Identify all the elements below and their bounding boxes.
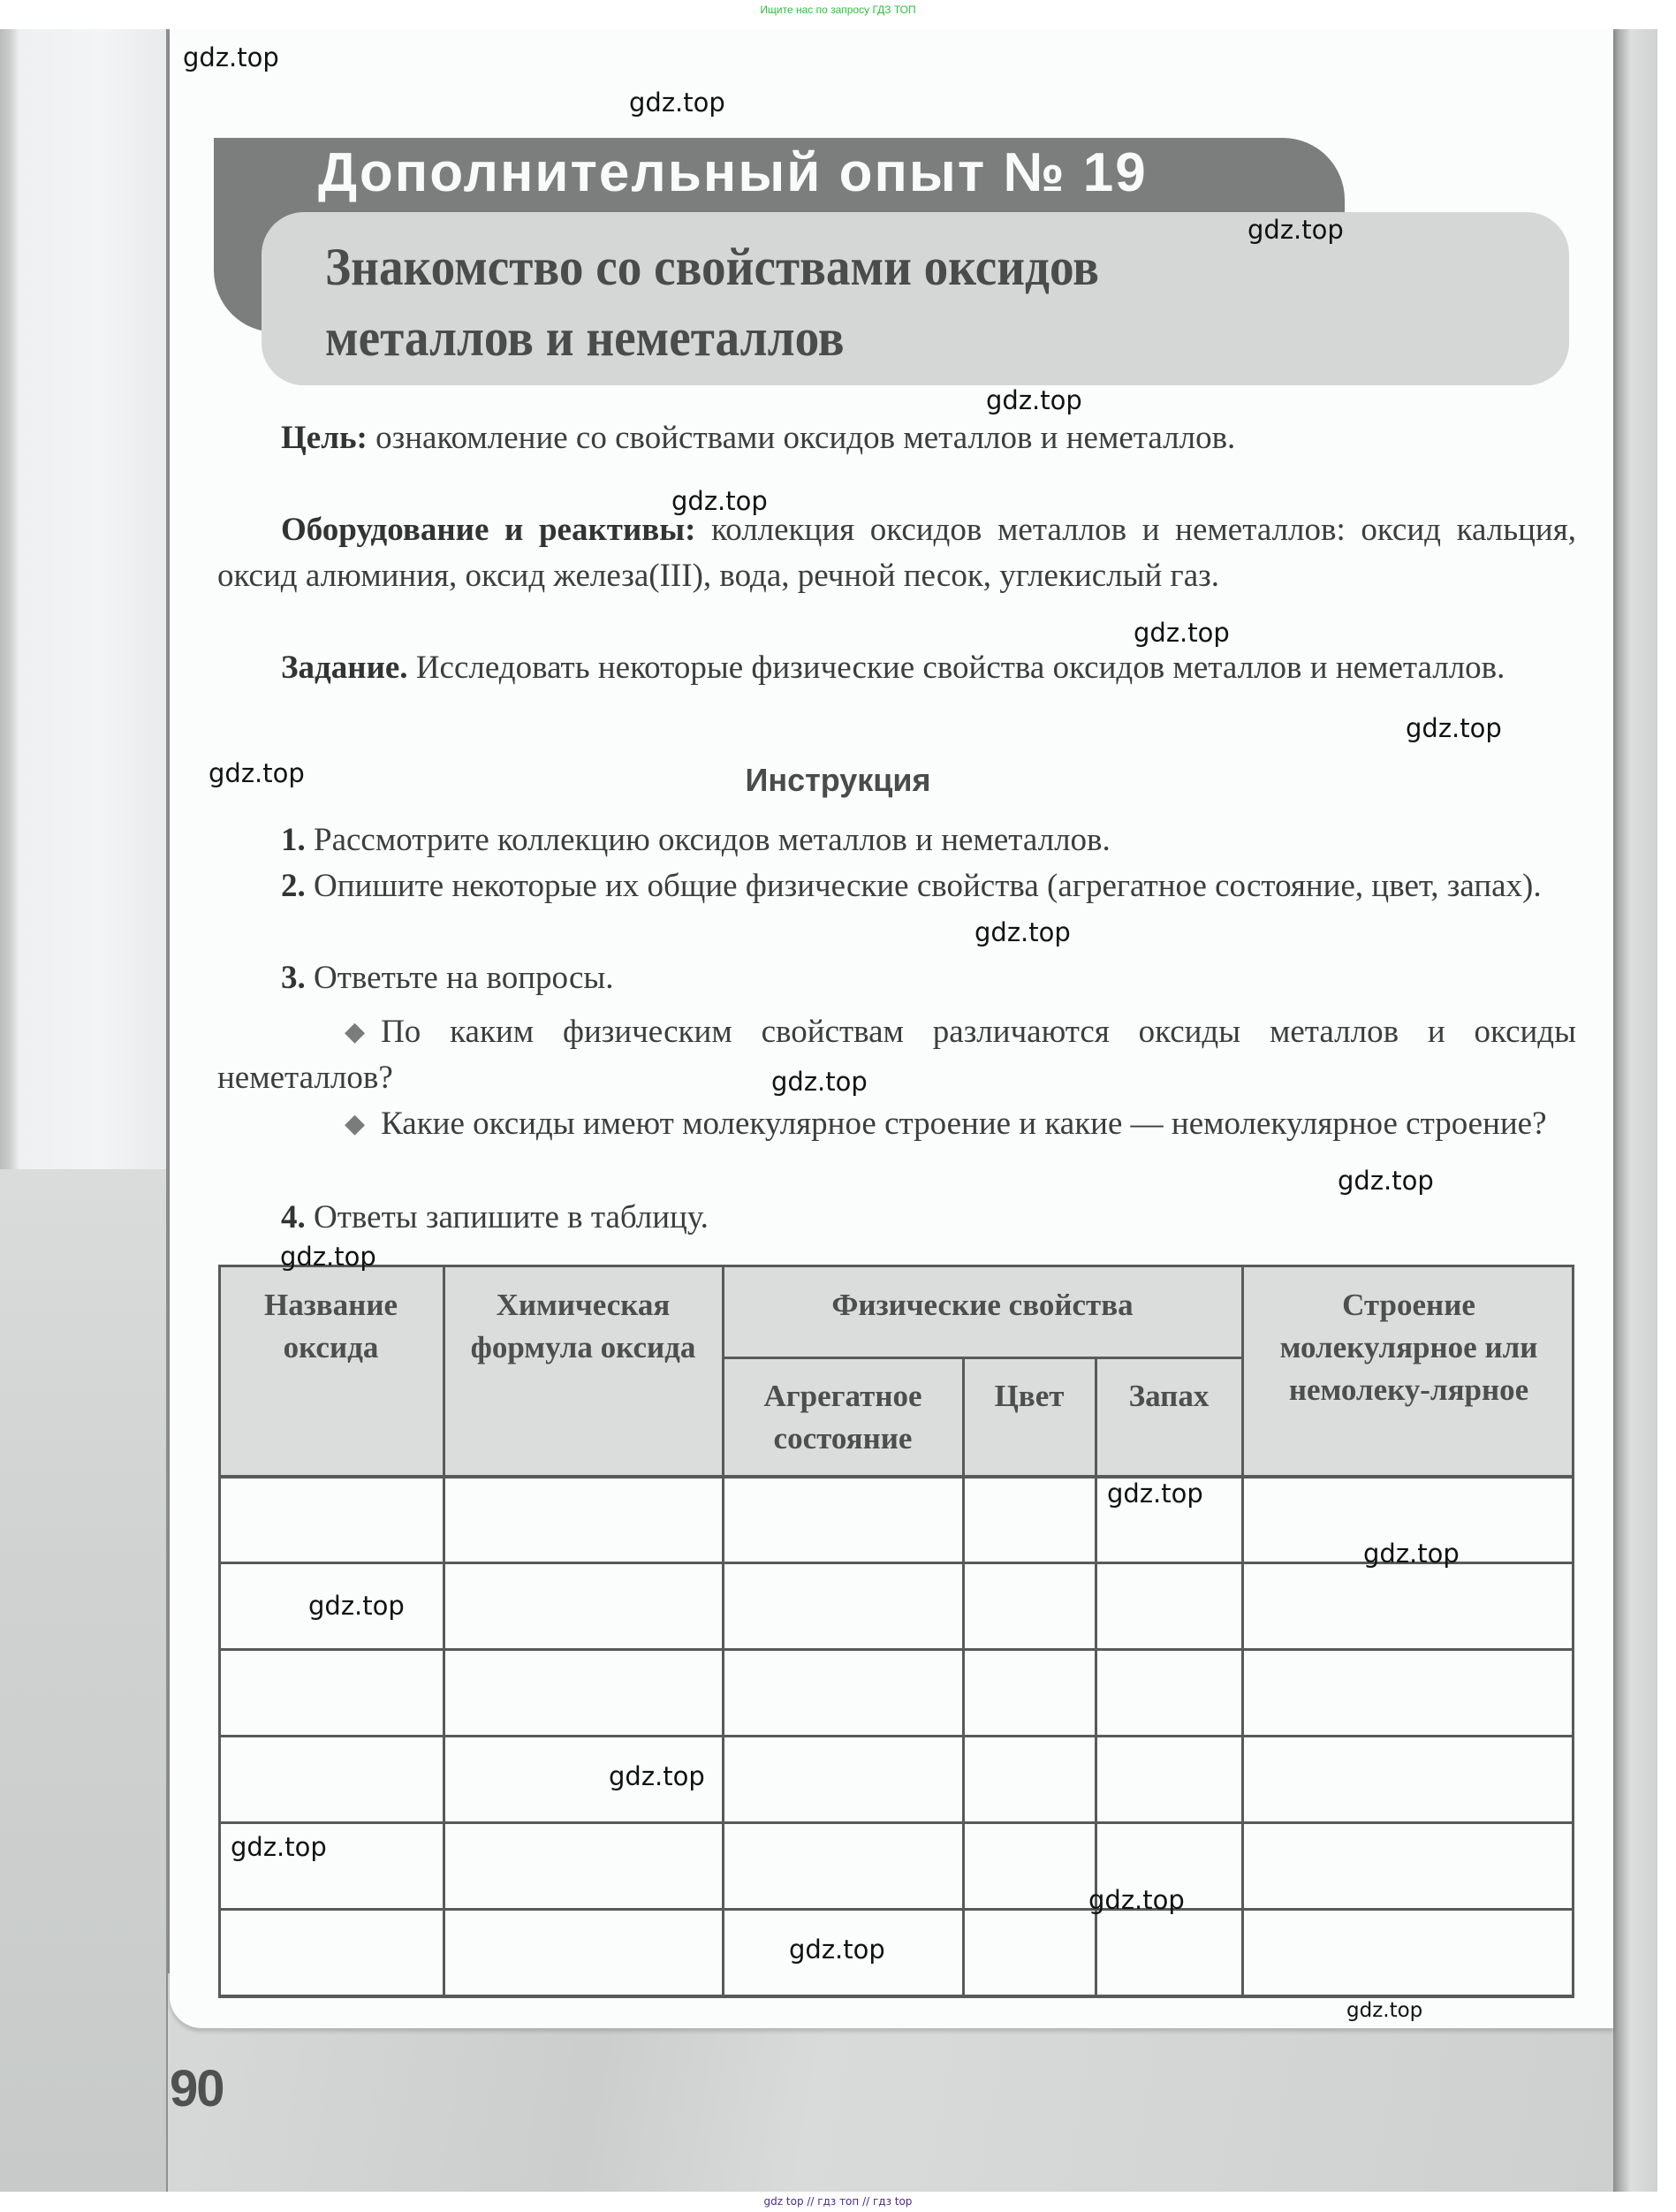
- watermark: gdz.top: [231, 1832, 327, 1862]
- table-cell[interactable]: [445, 1477, 722, 1563]
- watermark: gdz.top: [183, 42, 279, 72]
- watermark: gdz.top: [986, 385, 1082, 415]
- watermark: gdz.top: [280, 1242, 376, 1272]
- step-text: Опишите некоторые их общие физические свойства (агрегатное состояние, цвет, запах).: [305, 868, 1542, 904]
- watermark: gdz.top: [629, 87, 725, 118]
- header-color: Цвет: [994, 1379, 1065, 1413]
- instruction-step-2: [217, 863, 1576, 909]
- results-table: [218, 1265, 1574, 1996]
- watermark: gdz.top: [1406, 713, 1502, 743]
- header-chemical-formula: Химическая формула оксида: [470, 1288, 696, 1364]
- column-divider: [1241, 1265, 1244, 1997]
- table-cell[interactable]: [221, 1910, 443, 1996]
- binding-edge: [1613, 29, 1657, 2192]
- watermark: gdz.top: [1338, 1166, 1434, 1196]
- column-divider: [722, 1265, 724, 1997]
- watermark: gdz.top: [1088, 1885, 1185, 1915]
- watermark: gdz.top: [1134, 618, 1230, 648]
- table-cell[interactable]: [965, 1650, 1095, 1737]
- table-cell[interactable]: [445, 1823, 722, 1910]
- row-divider: [218, 1908, 1574, 1911]
- question-1: [217, 1009, 1576, 1101]
- table-cell[interactable]: [1244, 1823, 1572, 1910]
- equipment-label: Оборудование и реактивы:: [281, 512, 696, 548]
- table-border-top: [218, 1265, 1574, 1267]
- table-cell[interactable]: [1097, 1910, 1241, 1996]
- header-divider: [218, 1475, 1574, 1478]
- table-cell[interactable]: [221, 1650, 443, 1737]
- step-text: Рассмотрите коллекцию оксидов металлов и неметаллов.: [305, 822, 1111, 858]
- table-cell[interactable]: [1244, 1563, 1572, 1650]
- task-paragraph: [217, 645, 1576, 691]
- watermark: gdz.top: [789, 1935, 885, 1965]
- task-label: Задание.: [281, 650, 408, 686]
- goal-paragraph: [217, 415, 1576, 461]
- table-cell[interactable]: [445, 1650, 722, 1737]
- table-cell[interactable]: [724, 1563, 962, 1650]
- footer-caption: gdz top // гдз топ // гдз top: [763, 2195, 913, 2208]
- table-cell[interactable]: [1244, 1650, 1572, 1737]
- watermark: gdz.top: [1107, 1478, 1203, 1509]
- table-cell[interactable]: [965, 1477, 1095, 1563]
- column-divider: [443, 1265, 445, 1997]
- row-divider: [218, 1821, 1574, 1824]
- top-search-caption: Ищите нас по запросу ГДЗ ТОП: [760, 4, 916, 16]
- instructions-heading: Инструкция: [745, 762, 931, 798]
- table-cell[interactable]: [445, 1910, 722, 1996]
- row-divider: [218, 1648, 1574, 1651]
- table-row: [218, 1737, 1574, 1823]
- header-aggregate-state: Агрегатное состояние: [763, 1379, 922, 1456]
- table-cell[interactable]: [965, 1910, 1095, 1996]
- table-cell[interactable]: [724, 1477, 962, 1563]
- equipment-paragraph: [217, 507, 1576, 599]
- experiment-title: Дополнительный опыт № 19: [318, 142, 1148, 203]
- table-cell[interactable]: [965, 1737, 1095, 1823]
- table-row: [218, 1910, 1574, 1996]
- diamond-bullet-icon: ◆: [345, 1109, 366, 1138]
- instruction-step-3: [217, 955, 1576, 1001]
- table-row: [218, 1823, 1574, 1910]
- table-cell[interactable]: [1244, 1737, 1572, 1823]
- table-cell[interactable]: [445, 1563, 722, 1650]
- table-cell[interactable]: [965, 1563, 1095, 1650]
- experiment-subtitle: [325, 232, 1099, 373]
- table-cell[interactable]: [1244, 1910, 1572, 1996]
- table-cell[interactable]: [724, 1823, 962, 1910]
- question-text: По каким физическим свойствам различаются оксиды металлов и оксиды неметаллов?: [217, 1014, 1576, 1096]
- step-text: Ответьте на вопросы.: [305, 960, 614, 996]
- watermark: gdz.top: [209, 758, 305, 788]
- step-number: 3.: [281, 960, 306, 996]
- column-divider: [962, 1357, 965, 1997]
- watermark: gdz.top: [771, 1067, 868, 1097]
- watermark: gdz.top: [609, 1761, 705, 1791]
- step-number: 2.: [281, 868, 306, 904]
- watermark: gdz.top: [975, 917, 1071, 947]
- subtitle-line-2: металлов и неметаллов: [325, 308, 845, 367]
- table-cell[interactable]: [1097, 1737, 1241, 1823]
- goal-text: ознакомление со свойствами оксидов металлов и неметаллов.: [367, 420, 1236, 456]
- step-text: Ответы запишите в таблицу.: [305, 1199, 709, 1235]
- header-oxide-name: Название оксида: [263, 1288, 398, 1364]
- diamond-bullet-icon: ◆: [345, 1017, 366, 1046]
- question-text: Какие оксиды имеют молекулярное строение и какие — немолекулярное строение?: [381, 1106, 1547, 1142]
- goal-label: Цель:: [281, 420, 368, 456]
- equipment-text: коллекция оксидов металлов и неметаллов: оксид кальция, оксид алюминия, оксид железа(III), вода, речной песок, углекислый газ.: [217, 512, 1576, 594]
- table-cell[interactable]: [221, 1737, 443, 1823]
- task-text: Исследовать некоторые физические свойства оксидов металлов и неметаллов.: [407, 650, 1505, 686]
- page-number: 90: [170, 2060, 224, 2117]
- table-cell[interactable]: [1097, 1563, 1241, 1650]
- header-structure: Строение молекулярное или немолеку-лярное: [1279, 1288, 1538, 1407]
- table-cell[interactable]: [724, 1737, 962, 1823]
- step-number: 1.: [281, 822, 306, 858]
- instruction-step-4: [217, 1195, 1576, 1241]
- subheader-divider: [723, 1357, 1242, 1359]
- watermark: gdz.top: [671, 486, 768, 516]
- table-cell[interactable]: [965, 1823, 1095, 1910]
- table-border-bottom: [218, 1995, 1574, 1998]
- table-border-left: [218, 1265, 221, 1997]
- watermark: gdz.top: [1363, 1539, 1460, 1569]
- table-cell[interactable]: [724, 1650, 962, 1737]
- watermark: gdz.top: [1248, 215, 1344, 245]
- header-physical-properties: Физические свойства: [831, 1288, 1134, 1322]
- subtitle-line-1: Знакомство со свойствами оксидов: [325, 238, 1099, 296]
- step-number: 4.: [281, 1199, 306, 1235]
- table-cell[interactable]: [221, 1477, 443, 1563]
- question-2: [217, 1101, 1576, 1147]
- watermark: gdz.top: [308, 1591, 405, 1621]
- table-cell[interactable]: [1097, 1650, 1241, 1737]
- table-border-right: [1572, 1265, 1574, 1997]
- left-page-shadow: [0, 1169, 168, 2192]
- table-row: [218, 1563, 1574, 1650]
- header-smell: Запах: [1128, 1379, 1210, 1413]
- instruction-step-1: [217, 817, 1576, 863]
- watermark: gdz.top: [1346, 1999, 1423, 2022]
- row-divider: [218, 1735, 1574, 1737]
- table-row: [218, 1650, 1574, 1737]
